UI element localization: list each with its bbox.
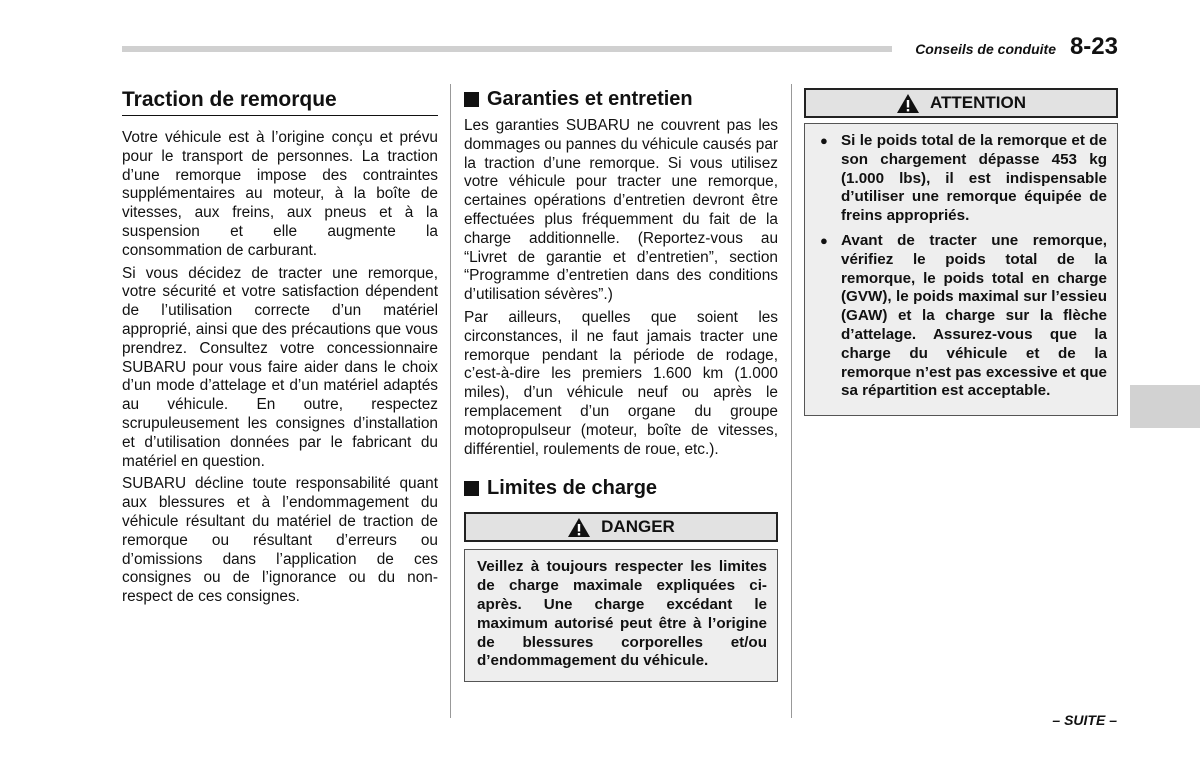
paragraph-3: SUBARU décline toute responsabilité quant aux blessures et à l’endommagement du véhicule résultant du matériel de traction de remorque ou résultant d’erreurs ou d’omissions dans l’application de ces consignes ou de l’ignorance ou du non-respect de ces consignes. [122, 475, 438, 606]
list-item-text: Si le poids total de la remorque et de son chargement dépasse 453 kg (1.000 lbs), il est indispensable d’utiliser une remorque équipée de freins appropriés. [841, 132, 1107, 225]
column-divider-right [791, 84, 792, 718]
black-square-icon [464, 92, 479, 107]
paragraph-2: Si vous décidez de tracter une remorque, votre sécurité et votre satisfaction dépendent de l’utilisation correcte d’un matériel approprié, ainsi que des précautions que vous prendrez. Consultez votre concessionnaire SUBARU pour vous faire aider dans le choix d’un mode d’attelage et d’un matériel adaptés au véhicule. En outre, respectez scrupuleusement les consignes d’installation et d’utilisation données par le fabricant du matériel en question. [122, 264, 438, 470]
bullet-icon: ● [820, 133, 828, 148]
list-item-text: Avant de tracter une remorque, vérifiez le poids total de la remorque, le poids total en charge (GVW), le poids maximal sur l’essieu (GAW) et la charge sur la flèche d’attelage. Assurez-vous que la charge du véhicule et de la remorque n’est pas excessive et que sa répartition est acceptable. [841, 231, 1107, 400]
warning-triangle-icon [567, 517, 591, 538]
column-attention [804, 88, 1118, 416]
section-title: Conseils de conduite [915, 41, 1056, 57]
paragraph-1: Votre véhicule est à l’origine conçu et prévu pour le transport de personnes. La traction d’une remorque impose des contraintes supplémentaires au moteur, à la boîte de vitesses, aux freins, aux pneus et à la suspension et elle augmente la consommation de carburant. [122, 129, 438, 259]
black-square-icon [464, 481, 479, 496]
warning-triangle-icon [896, 93, 920, 114]
bullet-icon: ● [820, 232, 828, 248]
danger-label: DANGER [601, 517, 675, 537]
danger-title-bar [464, 512, 778, 542]
attention-label: ATTENTION [929, 93, 1026, 112]
danger-box: Veillez à toujours respecter les limites de charge maximale expliquées ci-après. Une charge excédant le maximum autorisé peut être à l’origine de blessures corporelles et/ou d’endommagement du véhicule. [464, 549, 778, 682]
heading-garanties-et-entretien [464, 88, 778, 111]
list-item [817, 232, 1107, 401]
paragraph-warranty-2: Par ailleurs, quelles que soient les circonstances, il ne faut jamais tracter une remorque pendant la période de rodage, c’est-à-dire les premiers 1.600 km (1.000 miles), d’un véhicule neuf ou après le remplacement d’un organe du groupe motopropulseur (moteur, boîte de vitesses, différentiel, roulements de roue, etc.). [464, 308, 778, 458]
heading-text: Limites de charge [487, 477, 658, 500]
heading-traction-de-remorque: Traction de remorque [122, 88, 438, 116]
heading-text: Garanties et entretien [487, 88, 693, 110]
column-warranty [464, 88, 778, 682]
continued-label: – SUITE – [1052, 712, 1117, 728]
header-rule [122, 46, 892, 52]
page-number: 8-23 [1069, 33, 1118, 60]
column-divider-left [450, 84, 451, 718]
attention-title-bar [804, 88, 1118, 118]
list-item [817, 132, 1107, 226]
attention-box [804, 123, 1118, 416]
heading-limites-de-charge [464, 477, 778, 500]
column-towing [122, 88, 438, 611]
paragraph-warranty-1: Les garanties SUBARU ne couvrent pas les dommages ou pannes du véhicule causés par la traction d’une remorque. Si vous utilisez votre véhicule pour tracter une remorque, certaines opérations d’entretien devront être effectuées plus fréquemment du fait de la charge additionnelle. (Reportez-vous au “Livret de garantie et d’entretien”, section “Programme d’entretien dans des conditions d’utilisation sévères”.) [464, 117, 778, 304]
attention-list [817, 132, 1107, 401]
chapter-tab-marker [1130, 385, 1200, 428]
